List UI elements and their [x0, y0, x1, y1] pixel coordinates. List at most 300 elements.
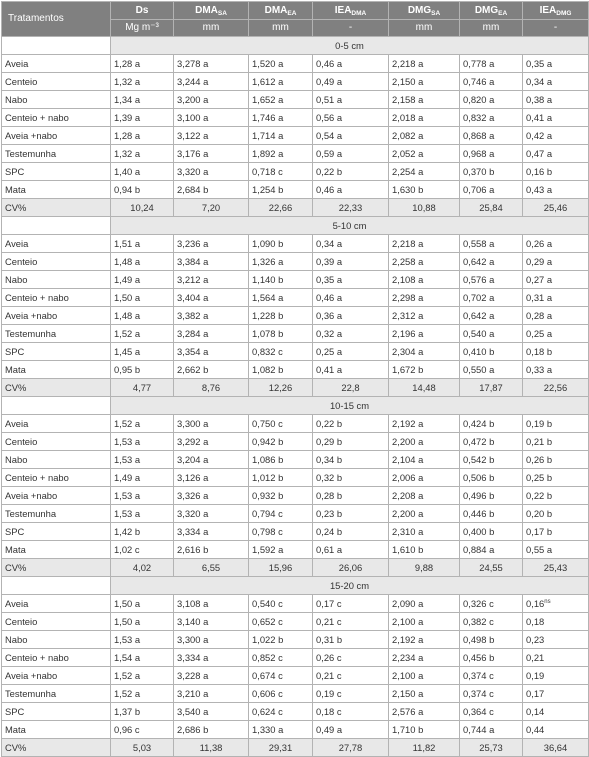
- value-cell: [249, 649, 313, 667]
- value-text: 0,49 a: [316, 723, 343, 735]
- value-cell: [313, 415, 389, 433]
- value-cell: [313, 307, 389, 325]
- value-text: 0,35 a: [316, 273, 343, 285]
- value-text: 3,334 a: [177, 525, 209, 537]
- value-cell: [111, 361, 174, 379]
- value-cell: [174, 415, 249, 433]
- value-cell: [460, 469, 523, 487]
- value-text: 3,334 a: [177, 651, 209, 663]
- value-cell: [523, 55, 589, 73]
- value-cell: [111, 595, 174, 613]
- value-text: 2,100 a: [392, 669, 424, 681]
- value-text: 1,012 b: [252, 471, 284, 483]
- value-cell: [249, 469, 313, 487]
- treatment-cell: Aveia +nabo: [2, 487, 111, 505]
- value-cell: [313, 703, 389, 721]
- value-text: 0,968 a: [463, 147, 495, 159]
- cv-value: 7,20: [174, 199, 249, 217]
- value-cell: [523, 703, 589, 721]
- section-row: [2, 577, 589, 595]
- value-cell: [523, 613, 589, 631]
- unit-dma-sa: mm: [174, 20, 249, 37]
- value-text: 2,192 a: [392, 633, 424, 645]
- value-text: 0,24 b: [316, 525, 343, 537]
- value-text: 0,832 a: [463, 111, 495, 123]
- value-cell: [313, 109, 389, 127]
- treatment-cell: Centeio + nabo: [2, 649, 111, 667]
- value-text: 3,404 a: [177, 291, 209, 303]
- value-cell: [174, 667, 249, 685]
- value-cell: [174, 631, 249, 649]
- value-text: 1,32 a: [114, 147, 141, 159]
- value-text: 0,642 a: [463, 309, 495, 321]
- value-cell: [460, 703, 523, 721]
- value-text: 2,158 a: [392, 93, 424, 105]
- value-cell: [174, 487, 249, 505]
- cv-label: CV%: [2, 739, 111, 757]
- value-cell: [313, 487, 389, 505]
- value-text: 0,27 a: [526, 273, 553, 285]
- value-text: 0,23: [526, 633, 545, 645]
- table-row: [2, 523, 589, 541]
- value-text: 0,498 b: [463, 633, 495, 645]
- value-text: 3,236 a: [177, 237, 209, 249]
- unit-dma-ea: mm: [249, 20, 313, 37]
- table-row: [2, 163, 589, 181]
- table-row: [2, 55, 589, 73]
- value-text: 1,48 a: [114, 309, 141, 321]
- value-cell: [389, 91, 460, 109]
- value-cell: [111, 73, 174, 91]
- value-cell: [174, 721, 249, 739]
- value-text: 0,606 c: [252, 687, 283, 699]
- value-text: 0,35 a: [526, 57, 553, 69]
- value-text: 0,20 b: [526, 507, 553, 519]
- table-row: [2, 289, 589, 307]
- value-cell: [111, 145, 174, 163]
- value-text: 2,298 a: [392, 291, 424, 303]
- value-cell: [389, 55, 460, 73]
- value-text: 0,95 b: [114, 363, 141, 375]
- value-cell: [460, 145, 523, 163]
- treatment-cell: SPC: [2, 523, 111, 541]
- value-cell: [523, 631, 589, 649]
- value-cell: [249, 541, 313, 559]
- value-cell: [460, 721, 523, 739]
- table-row: [2, 469, 589, 487]
- value-text: 0,364 c: [463, 705, 494, 717]
- cv-value: 22,33: [313, 199, 389, 217]
- value-text: 0,19 c: [316, 687, 342, 699]
- value-cell: [174, 361, 249, 379]
- value-text: 0,51 a: [316, 93, 343, 105]
- value-cell: [460, 505, 523, 523]
- value-cell: [111, 685, 174, 703]
- value-cell: [249, 109, 313, 127]
- table-row: [2, 487, 589, 505]
- value-text: 0,41 a: [316, 363, 343, 375]
- value-text: 0,702 a: [463, 291, 495, 303]
- value-cell: [460, 127, 523, 145]
- value-cell: [460, 685, 523, 703]
- value-cell: [313, 469, 389, 487]
- value-cell: [174, 307, 249, 325]
- cv-value: 9,88: [389, 559, 460, 577]
- value-text: 2,082 a: [392, 129, 424, 141]
- value-cell: [249, 343, 313, 361]
- treatment-cell: Nabo: [2, 631, 111, 649]
- value-text: 0,96 c: [114, 723, 140, 735]
- value-text: 0,22 b: [526, 489, 553, 501]
- value-text: 2,304 a: [392, 345, 424, 357]
- value-text: 0,22 b: [316, 165, 343, 177]
- value-text: 0,942 b: [252, 435, 284, 447]
- value-cell: [523, 307, 589, 325]
- value-text: 0,32 b: [316, 471, 343, 483]
- value-cell: [111, 613, 174, 631]
- treatment-cell: SPC: [2, 343, 111, 361]
- value-text: 0,19: [526, 669, 545, 681]
- value-cell: [389, 433, 460, 451]
- value-text: 0,49 a: [316, 75, 343, 87]
- value-text: 2,662 b: [177, 363, 209, 375]
- value-cell: [249, 181, 313, 199]
- value-cell: [523, 181, 589, 199]
- value-cell: [111, 415, 174, 433]
- header-iea-dma: $IEA_{DMA}$: [313, 2, 389, 20]
- value-cell: [460, 307, 523, 325]
- value-text: 0,25 a: [526, 327, 553, 339]
- value-text: 0,884 a: [463, 543, 495, 555]
- value-cell: [249, 91, 313, 109]
- value-text: 0,26 b: [526, 453, 553, 465]
- value-text: 0,18: [526, 615, 545, 627]
- value-text: 0,576 a: [463, 273, 495, 285]
- value-text: 1,37 b: [114, 705, 141, 717]
- value-text: 0,542 b: [463, 453, 495, 465]
- table-row: [2, 343, 589, 361]
- value-text: 2,200 a: [392, 435, 424, 447]
- value-cell: [523, 433, 589, 451]
- value-text: 2,150 a: [392, 687, 424, 699]
- section-depth: 15-20 cm: [111, 577, 589, 595]
- value-cell: [389, 721, 460, 739]
- value-text: 2,006 a: [392, 471, 424, 483]
- value-text: 0,424 b: [463, 417, 495, 429]
- table-row: [2, 649, 589, 667]
- value-cell: [111, 91, 174, 109]
- section-row: [2, 37, 589, 55]
- value-text: 0,46 a: [316, 183, 343, 195]
- value-cell: [389, 235, 460, 253]
- value-text: 3,126 a: [177, 471, 209, 483]
- table-row: [2, 145, 589, 163]
- treatment-cell: Nabo: [2, 451, 111, 469]
- value-text: 0,18 c: [316, 705, 342, 717]
- value-cell: [111, 667, 174, 685]
- cv-label: CV%: [2, 199, 111, 217]
- value-text: 2,576 a: [392, 705, 424, 717]
- value-cell: [523, 505, 589, 523]
- value-text: 0,852 c: [252, 651, 283, 663]
- table-row: [2, 685, 589, 703]
- cv-value: 25,73: [460, 739, 523, 757]
- value-cell: [249, 451, 313, 469]
- table-row: [2, 505, 589, 523]
- value-cell: [249, 505, 313, 523]
- value-text: 2,108 a: [392, 273, 424, 285]
- value-cell: [460, 487, 523, 505]
- value-text: 1,714 a: [252, 129, 284, 141]
- value-cell: [249, 685, 313, 703]
- value-text: 0,21 c: [316, 669, 342, 681]
- value-text: 1,078 b: [252, 327, 284, 339]
- treatment-cell: Aveia +nabo: [2, 667, 111, 685]
- value-text: 1,672 b: [392, 363, 424, 375]
- value-cell: [523, 685, 589, 703]
- value-text: 0,44: [526, 723, 545, 735]
- value-cell: [313, 595, 389, 613]
- table-row: [2, 271, 589, 289]
- value-text: 0,31 a: [526, 291, 553, 303]
- value-text: 0,28 b: [316, 489, 343, 501]
- value-cell: [460, 253, 523, 271]
- value-text: 1,630 b: [392, 183, 424, 195]
- table-row: [2, 667, 589, 685]
- value-cell: [523, 109, 589, 127]
- value-text: 0,718 c: [252, 165, 283, 177]
- value-cell: [313, 289, 389, 307]
- table-row: [2, 415, 589, 433]
- treatment-cell: Testemunha: [2, 325, 111, 343]
- value-cell: [460, 595, 523, 613]
- value-text: 1,746 a: [252, 111, 284, 123]
- value-text: 2,310 a: [392, 525, 424, 537]
- value-cell: [174, 109, 249, 127]
- value-cell: [460, 361, 523, 379]
- value-cell: [460, 235, 523, 253]
- value-cell: [523, 415, 589, 433]
- treatment-cell: Mata: [2, 721, 111, 739]
- value-cell: [460, 631, 523, 649]
- value-text: 3,140 a: [177, 615, 209, 627]
- value-text: 0,43 a: [526, 183, 553, 195]
- value-text: 0,472 b: [463, 435, 495, 447]
- section-spacer: [2, 577, 111, 595]
- section-spacer: [2, 217, 111, 235]
- value-text: 0,46 a: [316, 291, 343, 303]
- value-text: 3,212 a: [177, 273, 209, 285]
- value-text: 1,32 a: [114, 75, 141, 87]
- value-text: 1,52 a: [114, 669, 141, 681]
- value-cell: [174, 325, 249, 343]
- value-text: 0,17: [526, 687, 545, 699]
- value-cell: [313, 685, 389, 703]
- cv-value: 15,96: [249, 559, 313, 577]
- value-cell: [313, 91, 389, 109]
- value-text: 1,228 b: [252, 309, 284, 321]
- value-text: 0,39 a: [316, 255, 343, 267]
- value-text: 3,354 a: [177, 345, 209, 357]
- value-text: 0,674 c: [252, 669, 283, 681]
- value-text: 0,34 b: [316, 453, 343, 465]
- value-text: 1,254 b: [252, 183, 284, 195]
- value-text: 1,34 a: [114, 93, 141, 105]
- cv-value: 22,56: [523, 379, 589, 397]
- value-cell: [523, 235, 589, 253]
- cv-value: 14,48: [389, 379, 460, 397]
- unit-dmg-sa: mm: [389, 20, 460, 37]
- value-text: 3,210 a: [177, 687, 209, 699]
- value-cell: [389, 703, 460, 721]
- value-text: 0,29 a: [526, 255, 553, 267]
- value-text: 2,104 a: [392, 453, 424, 465]
- value-cell: [111, 127, 174, 145]
- value-cell: [523, 469, 589, 487]
- value-text: 1,564 a: [252, 291, 284, 303]
- value-text: 1,086 b: [252, 453, 284, 465]
- value-cell: [174, 271, 249, 289]
- value-cell: [174, 451, 249, 469]
- value-cell: [460, 181, 523, 199]
- value-text: 3,244 a: [177, 75, 209, 87]
- value-text: 1,52 a: [114, 327, 141, 339]
- value-cell: [389, 667, 460, 685]
- value-cell: [523, 541, 589, 559]
- value-text: 0,540 c: [252, 597, 283, 609]
- value-cell: [174, 685, 249, 703]
- value-cell: [249, 127, 313, 145]
- value-cell: [174, 163, 249, 181]
- value-cell: [174, 73, 249, 91]
- value-text: 0,832 c: [252, 345, 283, 357]
- section-depth: 0-5 cm: [111, 37, 589, 55]
- value-text: 0,36 a: [316, 309, 343, 321]
- value-text: 1,53 a: [114, 507, 141, 519]
- value-text: 1,52 a: [114, 687, 141, 699]
- value-cell: [523, 361, 589, 379]
- header-dma-ea: $DMA_{EA}$: [249, 2, 313, 20]
- value-cell: [313, 721, 389, 739]
- section-depth: 5-10 cm: [111, 217, 589, 235]
- cv-value: 25,84: [460, 199, 523, 217]
- treatment-cell: Aveia +nabo: [2, 307, 111, 325]
- value-cell: [460, 55, 523, 73]
- value-cell: [389, 253, 460, 271]
- cv-value: 6,55: [174, 559, 249, 577]
- value-cell: [313, 343, 389, 361]
- cv-value: 8,76: [174, 379, 249, 397]
- value-text: 0,21 b: [526, 435, 553, 447]
- cv-value: 11,38: [174, 739, 249, 757]
- value-cell: [389, 289, 460, 307]
- header-tratamentos: Tratamentos: [2, 2, 111, 37]
- cv-value: 4,77: [111, 379, 174, 397]
- value-text: 1,520 a: [252, 57, 284, 69]
- value-cell: [389, 109, 460, 127]
- treatment-cell: Centeio: [2, 73, 111, 91]
- value-text: 0,21: [526, 651, 545, 663]
- value-cell: [174, 703, 249, 721]
- value-text: 1,592 a: [252, 543, 284, 555]
- value-text: 0,642 a: [463, 255, 495, 267]
- value-text: 0,400 b: [463, 525, 495, 537]
- value-text: 1,53 a: [114, 633, 141, 645]
- value-text: 1,49 a: [114, 471, 141, 483]
- cv-value: 4,02: [111, 559, 174, 577]
- value-text: 0,38 a: [526, 93, 553, 105]
- value-text: 0,932 b: [252, 489, 284, 501]
- value-text: 1,090 b: [252, 237, 284, 249]
- value-cell: [389, 685, 460, 703]
- treatment-cell: Aveia: [2, 55, 111, 73]
- section-row: [2, 397, 589, 415]
- value-text: 2,234 a: [392, 651, 424, 663]
- value-text: 0,652 c: [252, 615, 283, 627]
- value-text: 0,33 a: [526, 363, 553, 375]
- value-cell: [111, 433, 174, 451]
- value-cell: [389, 595, 460, 613]
- value-text: 3,300 a: [177, 417, 209, 429]
- unit-iea-dmg: -: [523, 20, 589, 37]
- value-text: 2,100 a: [392, 615, 424, 627]
- value-cell: [313, 505, 389, 523]
- value-text: 3,384 a: [177, 255, 209, 267]
- cv-value: 25,46: [523, 199, 589, 217]
- treatment-cell: Aveia: [2, 415, 111, 433]
- value-cell: [313, 325, 389, 343]
- value-text: 0,16: [526, 597, 545, 609]
- table-row: [2, 235, 589, 253]
- value-cell: [313, 145, 389, 163]
- value-text: 0,456 b: [463, 651, 495, 663]
- value-cell: [523, 487, 589, 505]
- treatment-cell: Centeio: [2, 253, 111, 271]
- value-text: 0,46 a: [316, 57, 343, 69]
- cv-value: 12,26: [249, 379, 313, 397]
- value-cell: [174, 595, 249, 613]
- value-text: 2,218 a: [392, 237, 424, 249]
- cv-label: CV%: [2, 559, 111, 577]
- cv-value: 27,78: [313, 739, 389, 757]
- value-cell: [313, 271, 389, 289]
- value-text: 0,744 a: [463, 723, 495, 735]
- value-text: 0,746 a: [463, 75, 495, 87]
- value-cell: [389, 523, 460, 541]
- treatment-cell: Nabo: [2, 91, 111, 109]
- value-cell: [249, 433, 313, 451]
- value-text: 0,29 b: [316, 435, 343, 447]
- treatment-cell: Centeio: [2, 433, 111, 451]
- value-text: 2,200 a: [392, 507, 424, 519]
- value-cell: [460, 325, 523, 343]
- treatment-cell: Aveia: [2, 235, 111, 253]
- value-cell: [313, 649, 389, 667]
- value-text: 0,14: [526, 705, 545, 717]
- value-text: 0,370 b: [463, 165, 495, 177]
- value-cell: [249, 667, 313, 685]
- treatment-cell: Testemunha: [2, 145, 111, 163]
- value-cell: [249, 253, 313, 271]
- value-text: 3,200 a: [177, 93, 209, 105]
- value-cell: [313, 361, 389, 379]
- value-cell: [523, 667, 589, 685]
- value-text: 2,686 b: [177, 723, 209, 735]
- value-cell: [313, 541, 389, 559]
- value-cell: [389, 307, 460, 325]
- value-text: 3,100 a: [177, 111, 209, 123]
- value-text: 0,56 a: [316, 111, 343, 123]
